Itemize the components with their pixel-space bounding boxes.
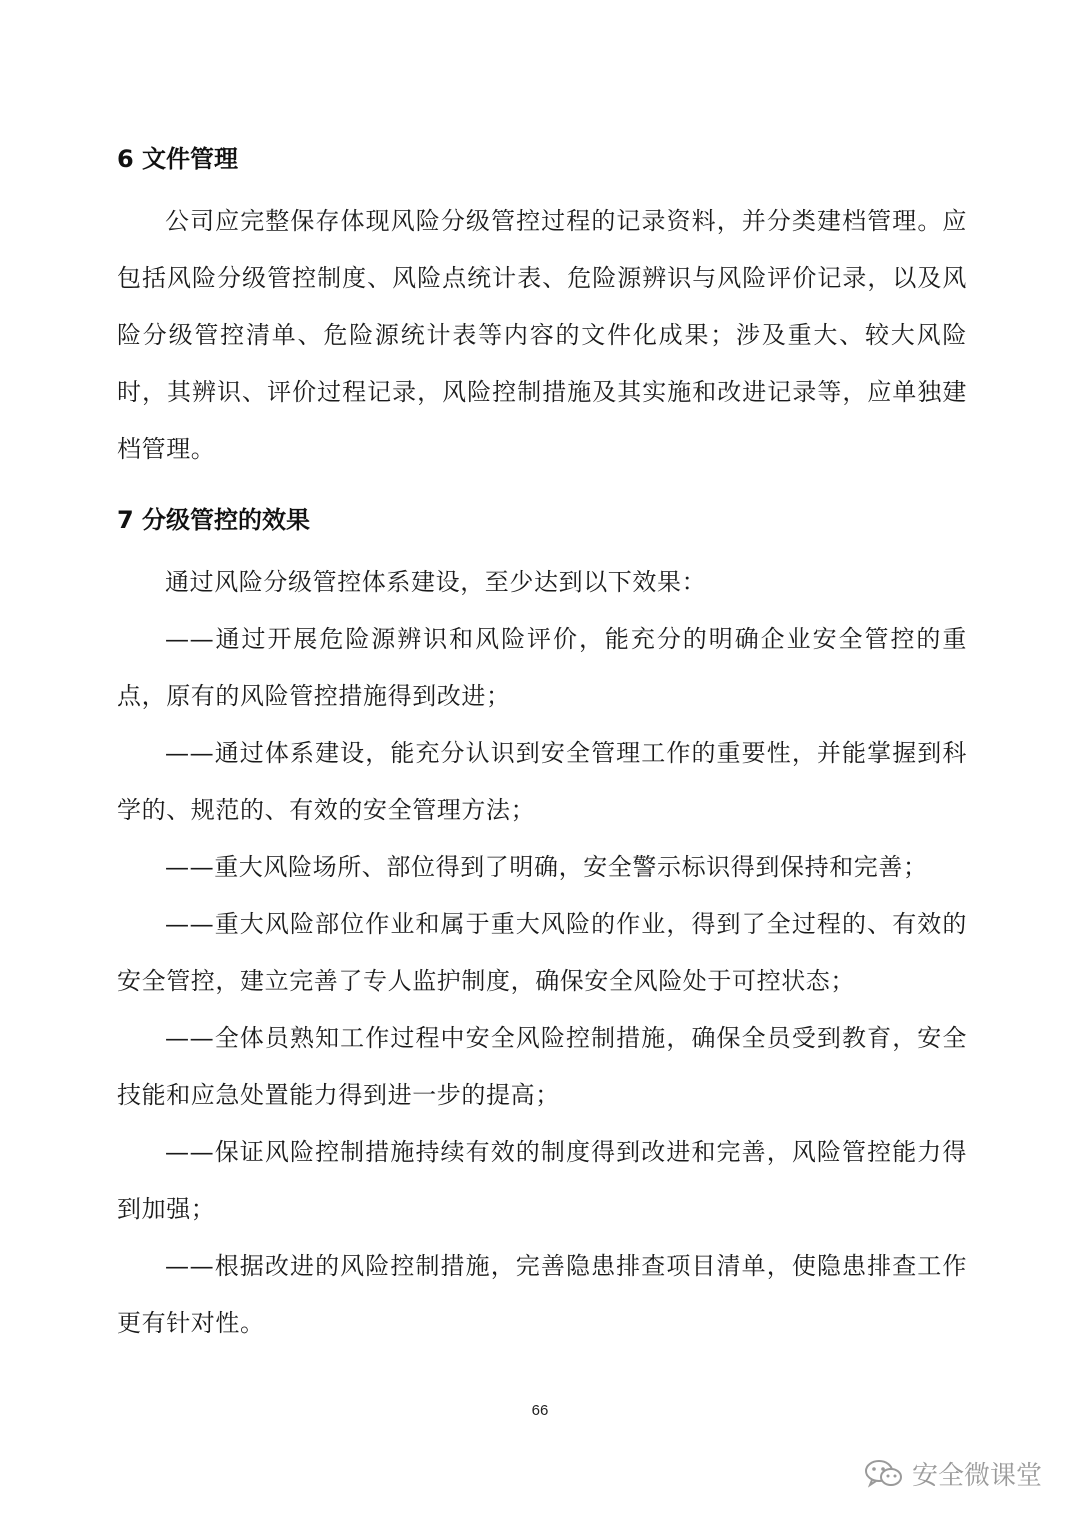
section-6-paragraph-1: 公司应完整保存体现风险分级管控过程的记录资料，并分类建档管理。应包括风险分级管控制度、风险点统计表、危险源辨识与风险评价记录，以及风险分级管控清单、危险源统计表等内容的文件化成果；涉及重大、较大风险时，其辨识、评价过程记录，风险控制措施及其实施和改进记录等，应单独建档管理。 <box>117 207 967 463</box>
section-7-item-4: ——重大风险部位作业和属于重大风险的作业，得到了全过程的、有效的安全管控，建立完善了专人监护制度，确保安全风险处于可控状态； <box>117 910 967 995</box>
watermark <box>864 1455 1042 1492</box>
page-number: 66 <box>531 1402 549 1419</box>
section-7-title: 7 分级管控的效果 <box>117 506 311 534</box>
wechat-icon <box>864 1459 904 1489</box>
section-7-intro: 通过风险分级管控体系建设，至少达到以下效果： <box>165 568 707 596</box>
section-7-item-5: ——全体员熟知工作过程中安全风险控制措施，确保全员受到教育，安全技能和应急处置能力得到进一步的提高； <box>117 1024 967 1109</box>
page-content <box>117 139 967 1352</box>
section-7-item-3: ——重大风险场所、部位得到了明确，安全警示标识得到保持和完善； <box>165 853 928 881</box>
section-7-item-7: ——根据改进的风险控制措施，完善隐患排查项目清单，使隐患排查工作更有针对性。 <box>117 1252 967 1337</box>
section-7-item-1: ——通过开展危险源辨识和风险评价，能充分的明确企业安全管控的重点，原有的风险管控措施得到改进； <box>117 625 967 710</box>
section-7-item-2: ——通过体系建设，能充分认识到安全管理工作的重要性，并能掌握到科学的、规范的、有效的安全管理方法； <box>117 739 967 824</box>
watermark-text: 安全微课堂 <box>911 1461 1042 1491</box>
section-6-title: 6 文件管理 <box>117 145 239 173</box>
section-7-item-6: ——保证风险控制措施持续有效的制度得到改进和完善，风险管控能力得到加强； <box>117 1138 967 1223</box>
